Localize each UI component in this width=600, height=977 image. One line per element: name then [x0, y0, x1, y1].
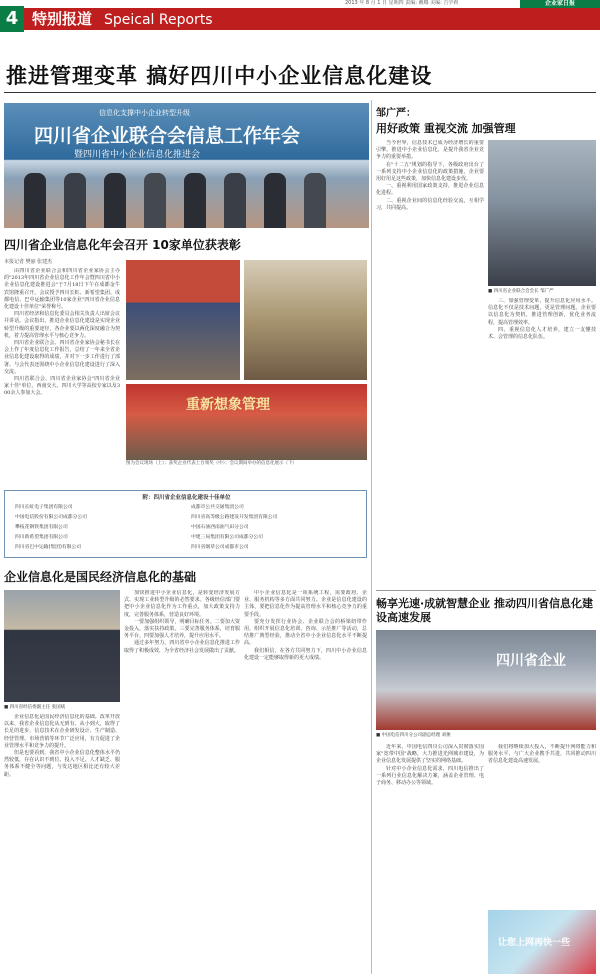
person-figure — [264, 173, 286, 228]
paragraph: 加快推进中小企业信息化，是转变经济发展方式、实现工业转型升级的必然要求。各级经信部门要把中小企业信息化作为工作重点，加大政策支持力度，完善服务体系，营造良好环境。 — [124, 590, 240, 618]
person-figure — [304, 173, 326, 228]
article2-col-a — [4, 714, 120, 974]
speaker-photo — [244, 260, 367, 380]
column-divider — [371, 100, 372, 974]
list-item: 中国石油西南油气田分公司 — [191, 525, 249, 530]
main-headline: 推进管理变革 搞好四川中小企业信息化建设 — [6, 64, 433, 88]
paragraph: 我们将继续加大投入，不断提升网络能力和服务水平，与广大企业携手共进，共同推动四川省信息化建设高速发展。 — [488, 744, 596, 765]
official-portrait-photo — [4, 590, 120, 702]
section-title: 特别报道 — [32, 10, 93, 28]
article1-body — [4, 268, 120, 478]
paragraph: 我们相信，在各方共同努力下，四川中小企业信息化建设一定能够取得新的更大成绩。 — [244, 647, 367, 661]
list-item: 四川省巴中运输(集团)有限公司 — [15, 545, 82, 550]
paragraph: 企业信息化是国民经济信息化的基础。改革开放以来，我省企业信息化从无到有、从小到大，取得了长足的进步，信息技术在企业研发设计、生产制造、经营管理、市场营销等环节广泛应用，有力促进了企业管理水平和竞争力的提升。 — [4, 714, 120, 749]
exhibition-photo — [126, 384, 367, 460]
list-item: 中建三局集团有限公司成都分公司 — [191, 535, 263, 540]
conference-banner-photo — [4, 103, 369, 228]
paragraph: 四川省联合会、四川省企业家协会"四川省企业家十佳"单位，西南交大、四川大学等高校专家以及300余人参加大会。 — [4, 376, 120, 397]
article2-col-b — [124, 590, 240, 974]
paragraph: 在"十二五"规划的指导下，各级政府出台了一系列支持中小企业信息化的政策措施，企业要用好用足这些政策，加快信息化建设步伐。 — [376, 161, 484, 183]
right1-title: 用好政策 重视交流 加强管理 — [376, 122, 516, 135]
list-item: 四川长虹电子集团有限公司 — [15, 505, 73, 510]
right2-title: 畅享光速·成就智慧企业 推动四川省信息化建设高速发展 — [376, 597, 594, 624]
right1-col1 — [376, 140, 484, 540]
telecom-speaker-photo — [376, 630, 596, 730]
backdrop-text: 四川省企业 — [496, 653, 566, 669]
award-ceremony-photo — [126, 260, 240, 380]
paragraph: 四、重视信息化人才培养，建立一支懂技术、会管理的信息化队伍。 — [488, 326, 596, 341]
section-divider — [376, 590, 596, 591]
person-figure — [64, 173, 86, 228]
right1-col2 — [488, 298, 596, 540]
paragraph: 四川省经济和信息化委员会相关负责人出席会议并讲话。会议指出，推进企业信息化建设是实现企业转型升级的重要途径，各企业要以两化深度融合为契机，着力提高管理水平与核心竞争力。 — [4, 311, 120, 339]
list-item: 中国电信股份有限公司成都分公司 — [15, 515, 87, 520]
right2-caption: ■ 中国电信四川分公司副总经理 刘俊 — [376, 733, 451, 738]
paragraph: 近年来，中国电信四川公司深入贯彻落实国家"宽带中国"战略，大力推进光网城市建设，为企业信息化发展提供了坚实的网络基础。 — [376, 744, 484, 765]
paragraph: 一、重视利用国家政策支持，推进企业信息化进程。 — [376, 183, 484, 197]
right2-col3 — [376, 744, 484, 974]
banner-subtitle: 信息化支撑中小企业转型升级 — [99, 109, 190, 117]
person-figure — [104, 173, 126, 228]
award-list-title: 附：四川省企业信息化建设十佳单位 — [142, 495, 231, 501]
person-figure — [224, 173, 246, 228]
newspaper-brand: 企业家日报 — [520, 0, 600, 8]
person-figure — [24, 173, 46, 228]
paragraph: 针对中小企业信息化需求，四川电信推出了一系列行业信息化解决方案，涵盖企业管理、电子商务、移动办公等领域。 — [376, 765, 484, 787]
ad-slogan: 让您上网再快一些 — [498, 938, 571, 948]
page-number: 4 — [0, 6, 24, 32]
list-item: 四川省高等级公路建设开发集团有限公司 — [191, 515, 278, 520]
person-figure — [144, 173, 166, 228]
list-item: 成都市公共交通集团公司 — [191, 505, 244, 510]
paragraph: 要充分发挥行业协会、企业联合会的桥梁纽带作用，组织开展信息化培训、咨询、示范推广等活动，总结推广典型经验，推动全省中小企业信息化水平不断提高。 — [244, 618, 367, 647]
article1-caption: 图为会议现场（上）；获奖企业代表上台领奖（中）；会议期间举办的信息化展示（下） — [126, 461, 297, 466]
paragraph: 四川省企业联合会、四川省企业家协会秘书长在会上作了年度信息化工作报告，总结了一年来全省企业信息化建设取得的成绩，并对下一步工作进行了部署。与会代表还围绕中小企业信息化建设进行了深入交流。 — [4, 340, 120, 375]
telecom-advertisement[interactable] — [488, 910, 596, 974]
paragraph: 当今世界，信息技术已成为经济增长的重要引擎。推进中小企业信息化，是提升我省企业竞争力的重要举措。 — [376, 140, 484, 161]
article2-col-c — [244, 590, 367, 974]
article1-byline: 本报记者 樊丽 张建杰 — [4, 259, 53, 265]
paragraph: 二、重视企业间的信息化经验交流，互相学习，共同提高。 — [376, 197, 484, 211]
exhibition-sign-text: 重新想象管理 — [186, 397, 270, 413]
zou-portrait-photo — [488, 140, 596, 286]
section-title-en: Speical Reports — [104, 12, 213, 28]
paragraph: 中小企业信息化是一项系统工程，需要政府、企业、服务机构等多方面共同努力。企业是信息化建设的主体，要把信息化作为提高管理水平和核心竞争力的重要手段。 — [244, 590, 367, 618]
banner-title: 四川省企业联合会信息工作年会 — [34, 125, 301, 147]
paragraph: 一要加强组织领导，明确目标任务。二要加大资金投入，落实扶持政策。三要完善服务体系，培育服务平台。四要加强人才培养，提升应用水平。 — [124, 618, 240, 640]
headline-divider — [4, 92, 596, 93]
list-item: 攀枝花钢铁集团有限公司 — [15, 525, 68, 530]
list-item: 四川新希望集团有限公司 — [15, 535, 68, 540]
article1-title: 四川省企业信息化年会召开 10家单位获表彰 — [4, 238, 241, 252]
paragraph: 但是也要看到，我省中小企业信息化整体水平仍然较低，存在认识不到位、投入不足、人才缺乏、服务体系不健全等问题，与发达地区相比还有较大差距。 — [4, 750, 120, 778]
banner-title-2: 暨四川省中小企业信息化推进会 — [74, 150, 201, 160]
paragraph: 通过多年努力，四川省中小企业信息化推进工作取得了积极成效，为全省经济社会发展做出了贡献。 — [124, 640, 240, 654]
paragraph: 三、加强管理变革，提升信息化应用水平。信息化不仅是技术问题，更是管理问题。企业要以信息化为契机，推进管理创新，优化业务流程，提高管理效率。 — [488, 298, 596, 326]
paragraph: 由四川省企业联合会和四川省企业家协会主办的"2013年四川省企业信息化工作年会暨四川省中小企业信息化建设推进会"于7月18日下午在成都金牛宾馆隆重召开。会议授予四川长虹、新希望集团、成都电信、巴中运输集团等10家企业"四川省企业信息化建设十佳单位"荣誉称号。 — [4, 268, 120, 311]
right2-col4 — [488, 744, 596, 904]
article2-title: 企业信息化是国民经济信息化的基础 — [4, 570, 197, 584]
award-list-box — [4, 490, 367, 558]
person-figure — [184, 173, 206, 228]
date-line: 2013 年 8 月 1 日 星期四 责编: 戴娜 美编: 吉学莉 — [345, 0, 459, 6]
right1-caption: ■ 四川省企业联合会会长 邹广严 — [488, 289, 554, 294]
right1-subtitle: 邹广严： — [376, 108, 416, 119]
article2-caption: ■ 四川省经信委副主任 张国斌 — [4, 705, 66, 710]
list-item: 四川省烟草公司成都市公司 — [191, 545, 249, 550]
